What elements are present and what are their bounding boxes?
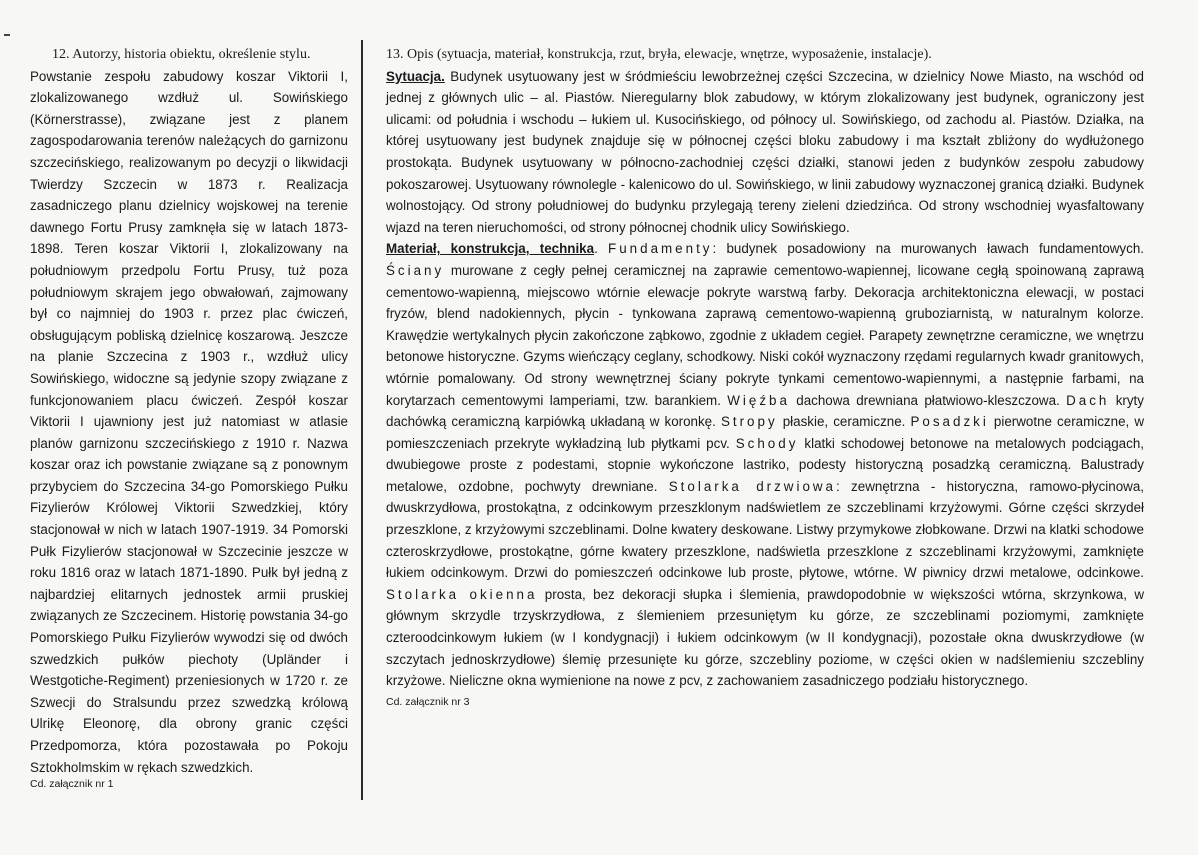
term-stropy: Stropy bbox=[720, 414, 778, 430]
term-dach: Dach bbox=[1066, 392, 1110, 408]
term-wiezba: Więźba bbox=[727, 392, 790, 408]
left-annex-note: Cd. załącznik nr 1 bbox=[30, 778, 114, 790]
text-run: klatki schodowej betonowe na metalowych podciągach, dwubiegowe proste z podestami, stopnie wykończone lastriko, podesty historyczną posadzką ceramiczną. Balustrady metalowe, ozdobne, pochwyty drewniane. bbox=[386, 435, 1144, 494]
text-run: : zewnętrzna - historyczna, ramowo-płycinowa, dwuskrzydłowa, prostokątna, z odcinkowym przeszklonym nadświetlem ze szczeblinami krzyżowymi. Górne części skrzydeł przeszklone, z krzyżowymi szczeblinami. Dolne kwatery deskowane. Listwy przymykowe złobkowane. Drzwi na klatki schodowe czteroskrzydłowe, prostokątne, górne kwatery przeszklone, nadświetla przeszklone z szczeblinami krzyżowymi, zamknięte łukiem odcinkowym. Drzwi do pomieszczeń odcinkowe lub proste, płytowe, wtórne. W piwnicy drzwi metalowe, odcinkowe. bbox=[386, 478, 1145, 581]
left-column bbox=[30, 44, 348, 778]
situation-paragraph bbox=[386, 66, 1144, 239]
term-sciany: Ściany bbox=[386, 262, 445, 278]
section-13-heading: 13. Opis (sytuacja, materiał, konstrukcja, rzut, bryła, elewacje, wnętrze, wyposażenie, instalacje). bbox=[386, 47, 932, 62]
text-run: pierwotne ceramiczne, w pomieszczeniach przekryte wykładziną lub płytkami pcv. bbox=[386, 414, 1144, 451]
section-12-heading: 12. Autorzy, historia obiektu, określenie stylu. bbox=[52, 47, 311, 62]
right-column bbox=[386, 44, 1144, 710]
term-schody: Schody bbox=[735, 435, 799, 451]
term-fundamenty: Fundamenty bbox=[608, 241, 713, 257]
text-run: prosta, bez dekoracji słupka i ślemienia, prawdopodobnie w większości wtórna, skrzynkowa, w głównym skrzydle trzyskrzydłowa, z ślemieniem przesuniętym ku górze, ze szczeblinami poziomymi, zamknięte czteroodcinkowym łukiem (w I kondygnacji) i łukiem odcinkowym (w II kondygnacji), pozostałe okna dwuskrzydłowe (w szczytach jednoskrzydłowe) ślemię przesunięte ku górze, szczebliny poziome, w części okien w nadślemieniu szczebliny krzyżowe. Nieliczne okna wymienione na nowe z pcv, z zachowaniem zasadniczego podziału historycznego. bbox=[386, 586, 1145, 689]
text-run: kryty dachówką ceramiczną karpiówką układaną w koronkę. bbox=[386, 392, 1144, 430]
situation-text: Budynek usytuowany jest w śródmieściu lewobrzeżnej części Szczecina, w dzielnicy Nowe Miasto, na wschód od jednej z głównych ulic – al. Piastów. Nieregularny blok zabudowy, w którym zlokalizowany jest budynek, ograniczony jest ulicami: od południa i wschodu – łukiem ul. Kusocińskiego, od północy ul. Sowińskiego, od zachodu al. Piastów. Działka, na której usytuowany jest budynek znajduje się w północnej części bloku zabudowy i ma kształt zbliżony do wydłużonego prostokąta. Budynek usytuowany w północno-zachodniej części działki, stanowi jeden z budynków zespołu zabudowy pokoszarowej. Usytuowany równolegle - kalenicowo do ul. Sowińskiego, w linii zabudowy wyznaczonej granicą działki. Budynek wolnostojący. Od strony południowej do budynku przylegają tereny zieleni dziedzińca. Od strony wschodniej wyasfaltowany wjazd na teren nieruchomości, od strony północnej chodnik ulicy Sowińskiego. bbox=[386, 68, 1144, 235]
column-divider bbox=[361, 40, 363, 800]
term-stolarka-drzwiowa: Stolarka drzwiowa bbox=[668, 478, 837, 494]
text-run: dachowa drewniana płatwiowo-kleszczowa. bbox=[789, 392, 1067, 408]
scan-mark bbox=[4, 34, 10, 36]
text-run: . bbox=[594, 241, 609, 257]
section-12-body: Powstanie zespołu zabudowy koszar Viktorii I, zlokalizowanego wzdłuż ul. Sowińskiego (Körnerstrasse), związane jest z planem zagospodarowania terenów należących do garnizonu szczecińskiego, realizowanym po decyzji o likwidacji Twierdzy Szczecin w 1873 r. Realizacja zasadniczego planu dzielnicy wojskowej na terenie dawnego Fortu Prusy zamknęła się w latach 1873-1898. Teren koszar Viktorii I, zlokalizowany na południowym przedpolu Fortu Prusy, tuż poza południowym skrajem jego obwałowań, zajmowany był co najmniej do 1903 r. przez plac ćwiczeń, obsługującym pobliską dzielnicę koszarową. Jeszcze na planie Szczecina z 1903 r., wzdłuż ulicy Sowińskiego, widoczne są jedynie szopy związane z funkcjonowaniem placu ćwiczeń. Zespół koszar Viktorii I ujawniony jest już natomiast w atlasie planów garnizonu szczecińskiego z 1910 r. Nazwa koszar oraz ich powstanie związane są z ponownym przybyciem do Szczecina 34-go Pomorskiego Pułku Fizylierów Królowej Viktorii Szwedzkiej, który stacjonował w nich w latach 1907-1919. 34 Pomorski Pułk Fizylierów stacjonował w Szczecinie jeszcze w roku 1816 oraz w latach 1871-1890. Pułk był jedną z najbardziej elitarnych jednostek armii pruskiej związanych ze Szczecinem. Historię powstania 34-go Pomorskiego Pułku Fizylierów wywodzi się od dwóch szwedzkich pułków piechoty (Upländer i Westgotiche-Regiment) przeniesionych w 1720 r. ze Szwecji do Stralsundu przez szwedzką królową Ulrikę Eleonorę, dla obrony granic części Przedpomorza, która pozostawała po Pokoju Sztokholmskim w rękach szwedzkich. bbox=[30, 68, 348, 775]
term-stolarka-okienna: Stolarka okienna bbox=[386, 586, 538, 602]
text-run: płaskie, ceramiczne. bbox=[777, 414, 911, 430]
material-label: Materiał, konstrukcja, technika bbox=[386, 241, 595, 257]
text-run: murowane z cegły pełnej ceramicznej na zaprawie cementowo-wapiennej, licowane cegłą spoinowaną zaprawą cementowo-wapienną, miejscowo wtórnie elewacje pokryte warstwą farby. Dekoracja architektoniczna elewacji, w postaci fryzów, blend nadokiennych, płycin - tynkowana zaprawą cementowo-wapienną gruboziarnistą, w naturalnym kolorze. Krawędzie wertykalnych płycin zakończone ząbkowo, zgodnie z układem cegieł. Parapety zewnętrzne ceramiczne, we wnętrzu betonowe historyczne. Gzyms wieńczący ceglany, schodkowy. Niski cokół wyznaczony rzędami regularnych kwadr granitowych, wtórnie pomalowany. Od strony wewnętrznej ściany pokryte tynkami cementowo-wapiennymi, a następnie farbami, na korytarzach cementowymi lamperiami, tzw. barankiem. bbox=[386, 262, 1144, 408]
term-posadzki: Posadzki bbox=[910, 414, 989, 430]
text-run: : budynek posadowiony na murowanych ławach fundamentowych. bbox=[712, 241, 1144, 257]
situation-label: Sytuacja. bbox=[386, 68, 445, 84]
material-paragraph bbox=[386, 238, 1144, 691]
right-annex-note: Cd. załącznik nr 3 bbox=[386, 695, 470, 708]
